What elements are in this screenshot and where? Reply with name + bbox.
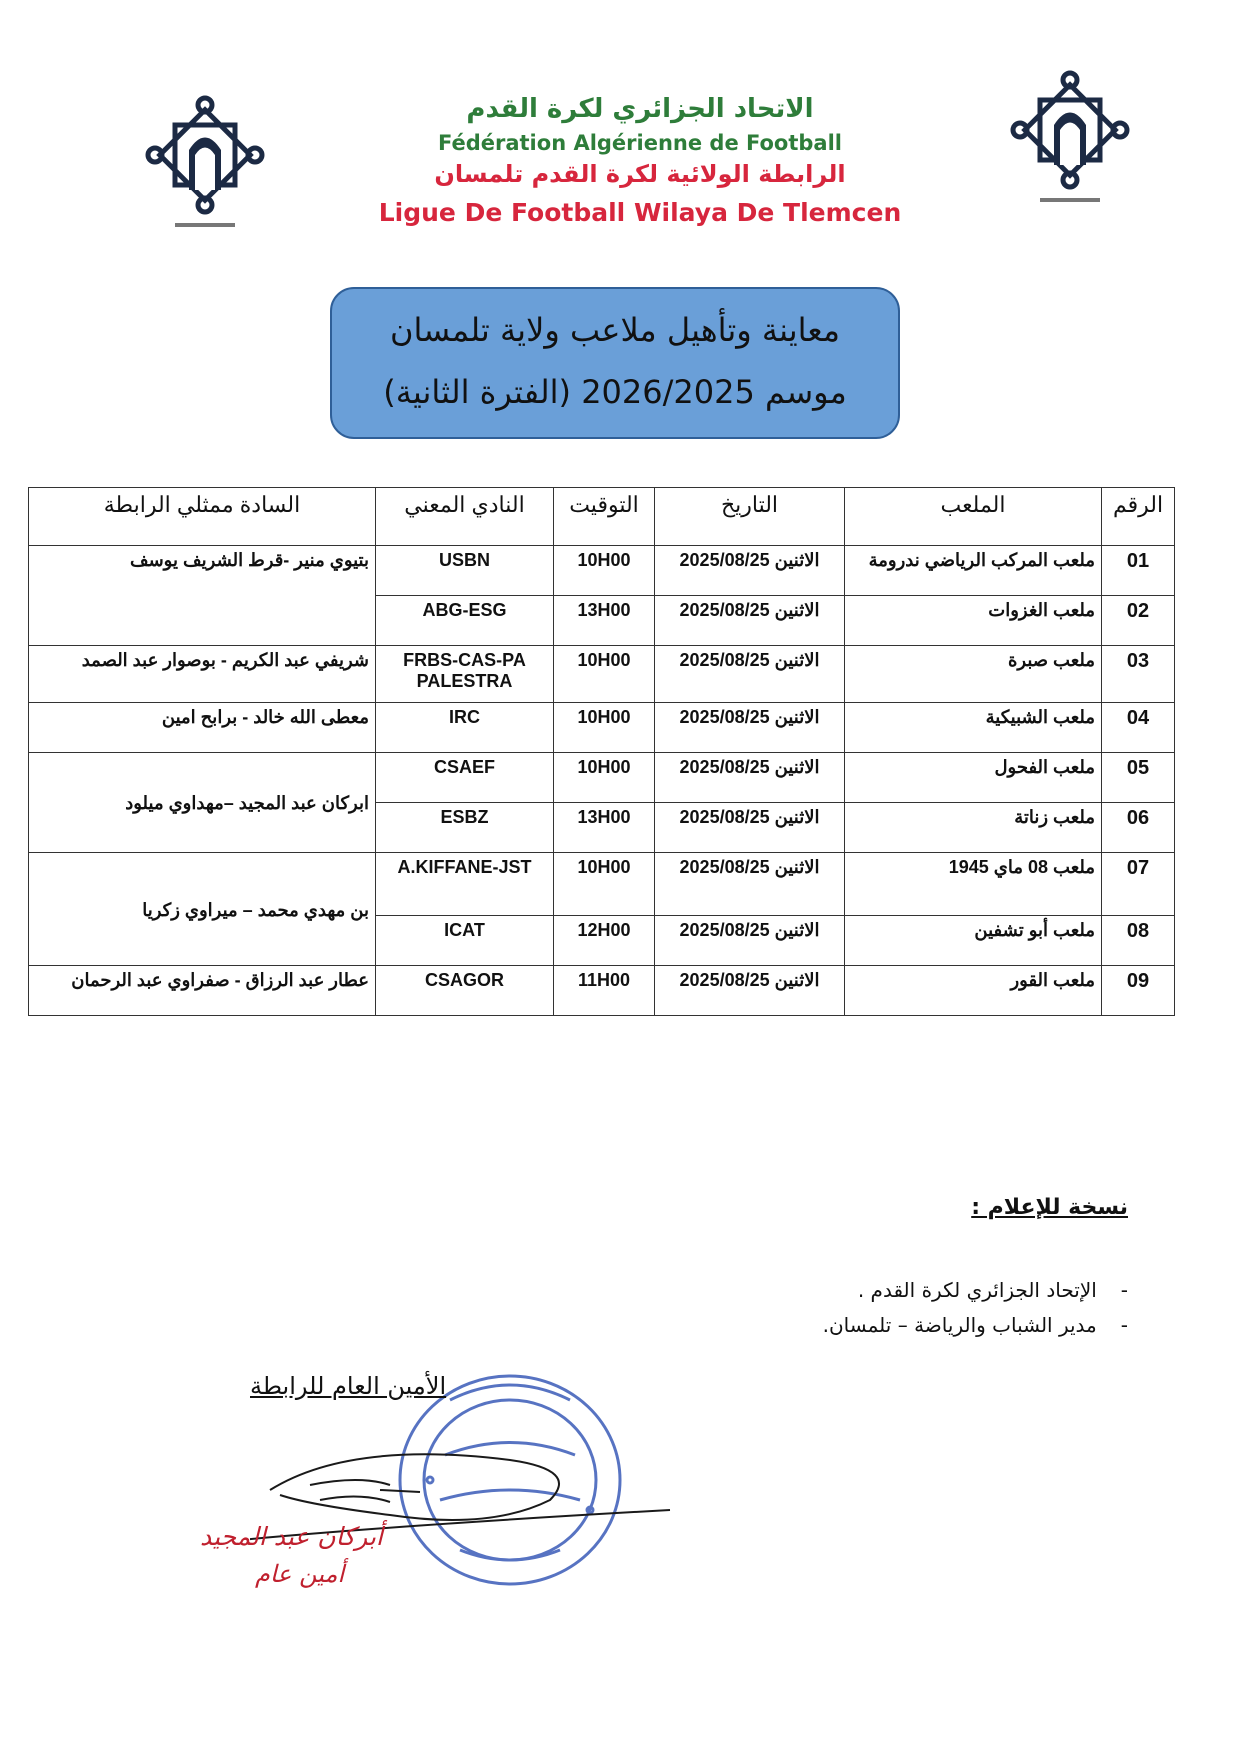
signatory-role: أمين عام	[255, 1560, 345, 1588]
inspection-table	[28, 487, 1175, 1016]
title-line-1: معاينة وتأهيل ملاعب ولاية تلمسان	[390, 311, 840, 349]
cell-num: 05	[1102, 753, 1175, 803]
cell-club: FRBS-CAS-PA PALESTRA	[376, 646, 554, 703]
header-reps: السادة ممثلي الرابطة	[29, 488, 376, 546]
cell-club: A.KIFFANE-JST	[376, 853, 554, 916]
cell-stadium: ملعب الفحول	[845, 753, 1102, 803]
cell-stadium: ملعب الغزوات	[845, 596, 1102, 646]
cell-date: الاثنين 2025/08/25	[655, 966, 845, 1016]
cell-club: CSAGOR	[376, 966, 554, 1016]
cell-stadium: ملعب أبو تشفين	[845, 916, 1102, 966]
copy-info-text: مدير الشباب والرياضة – تلمسان.	[822, 1313, 1097, 1337]
federation-name-arabic: الاتحاد الجزائري لكرة القدم	[466, 94, 814, 124]
header-time: التوقيت	[554, 488, 655, 546]
cell-num: 04	[1102, 703, 1175, 753]
cell-reps: ابركان عبد المجيد –مهداوي ميلود	[29, 753, 376, 853]
cell-time: 12H00	[554, 916, 655, 966]
cell-num: 02	[1102, 596, 1175, 646]
cell-time: 11H00	[554, 966, 655, 1016]
league-logo-right-icon	[1010, 70, 1130, 220]
title-box	[330, 287, 900, 439]
cell-club: IRC	[376, 703, 554, 753]
header-club: النادي المعني	[376, 488, 554, 546]
cell-reps: شريفي عبد الكريم - بوصوار عبد الصمد	[29, 646, 376, 703]
cell-stadium: ملعب زناتة	[845, 803, 1102, 853]
cell-stadium: ملعب الشبيكية	[845, 703, 1102, 753]
list-dash: -	[1120, 1313, 1128, 1337]
cell-date: الاثنين 2025/08/25	[655, 596, 845, 646]
cell-num: 09	[1102, 966, 1175, 1016]
cell-stadium: ملعب صبرة	[845, 646, 1102, 703]
cell-date: الاثنين 2025/08/25	[655, 703, 845, 753]
signature-title: الأمين العام للرابطة	[250, 1372, 447, 1400]
cell-time: 10H00	[554, 703, 655, 753]
cell-time: 13H00	[554, 803, 655, 853]
cell-stadium: ملعب 08 ماي 1945	[845, 853, 1102, 916]
header-num: الرقم	[1102, 488, 1175, 546]
cell-reps: معطى الله خالد - برابح امين	[29, 703, 376, 753]
copy-info-item	[823, 1313, 1128, 1337]
table-row	[29, 853, 1175, 916]
cell-date: الاثنين 2025/08/25	[655, 753, 845, 803]
cell-club: CSAEF	[376, 753, 554, 803]
copy-info-text: الإتحاد الجزائري لكرة القدم .	[857, 1278, 1097, 1302]
cell-date: الاثنين 2025/08/25	[655, 646, 845, 703]
league-name-french: Ligue De Football Wilaya De Tlemcen	[378, 198, 902, 227]
cell-reps: عطار عبد الرزاق - صفراوي عبد الرحمان	[29, 966, 376, 1016]
copy-info-title: نسخة للإعلام :	[971, 1195, 1128, 1220]
cell-time: 10H00	[554, 753, 655, 803]
league-logo-left-icon	[145, 95, 265, 245]
cell-club: USBN	[376, 546, 554, 596]
cell-time: 10H00	[554, 646, 655, 703]
cell-date: الاثنين 2025/08/25	[655, 853, 845, 916]
table-row	[29, 646, 1175, 703]
table-row	[29, 753, 1175, 803]
cell-num: 07	[1102, 853, 1175, 916]
header-date: التاريخ	[655, 488, 845, 546]
cell-num: 01	[1102, 546, 1175, 596]
cell-date: الاثنين 2025/08/25	[655, 803, 845, 853]
title-line-2: موسم 2026/2025 (الفترة الثانية)	[383, 373, 847, 411]
cell-reps: بن مهدي محمد – ميراوي زكريا	[29, 853, 376, 966]
copy-info-item	[858, 1278, 1128, 1302]
cell-time: 10H00	[554, 853, 655, 916]
signatory-name: أبركان عبد المجيد	[200, 1522, 383, 1551]
cell-club: ESBZ	[376, 803, 554, 853]
cell-time: 13H00	[554, 596, 655, 646]
cell-club: ABG-ESG	[376, 596, 554, 646]
cell-date: الاثنين 2025/08/25	[655, 916, 845, 966]
table-row	[29, 703, 1175, 753]
federation-name-french: Fédération Algérienne de Football	[437, 131, 842, 155]
cell-num: 08	[1102, 916, 1175, 966]
cell-club: ICAT	[376, 916, 554, 966]
cell-time: 10H00	[554, 546, 655, 596]
cell-num: 03	[1102, 646, 1175, 703]
cell-stadium: ملعب المركب الرياضي ندرومة	[845, 546, 1102, 596]
table-row	[29, 546, 1175, 596]
cell-stadium: ملعب القور	[845, 966, 1102, 1016]
cell-num: 06	[1102, 803, 1175, 853]
table-row	[29, 966, 1175, 1016]
cell-date: الاثنين 2025/08/25	[655, 546, 845, 596]
header-stadium: الملعب	[845, 488, 1102, 546]
league-name-arabic: الرابطة الولائية لكرة القدم تلمسان	[434, 160, 846, 188]
cell-reps: بتيوي منير -قرط الشريف يوسف	[29, 546, 376, 646]
list-dash: -	[1120, 1278, 1128, 1302]
table-header-row	[29, 488, 1175, 546]
